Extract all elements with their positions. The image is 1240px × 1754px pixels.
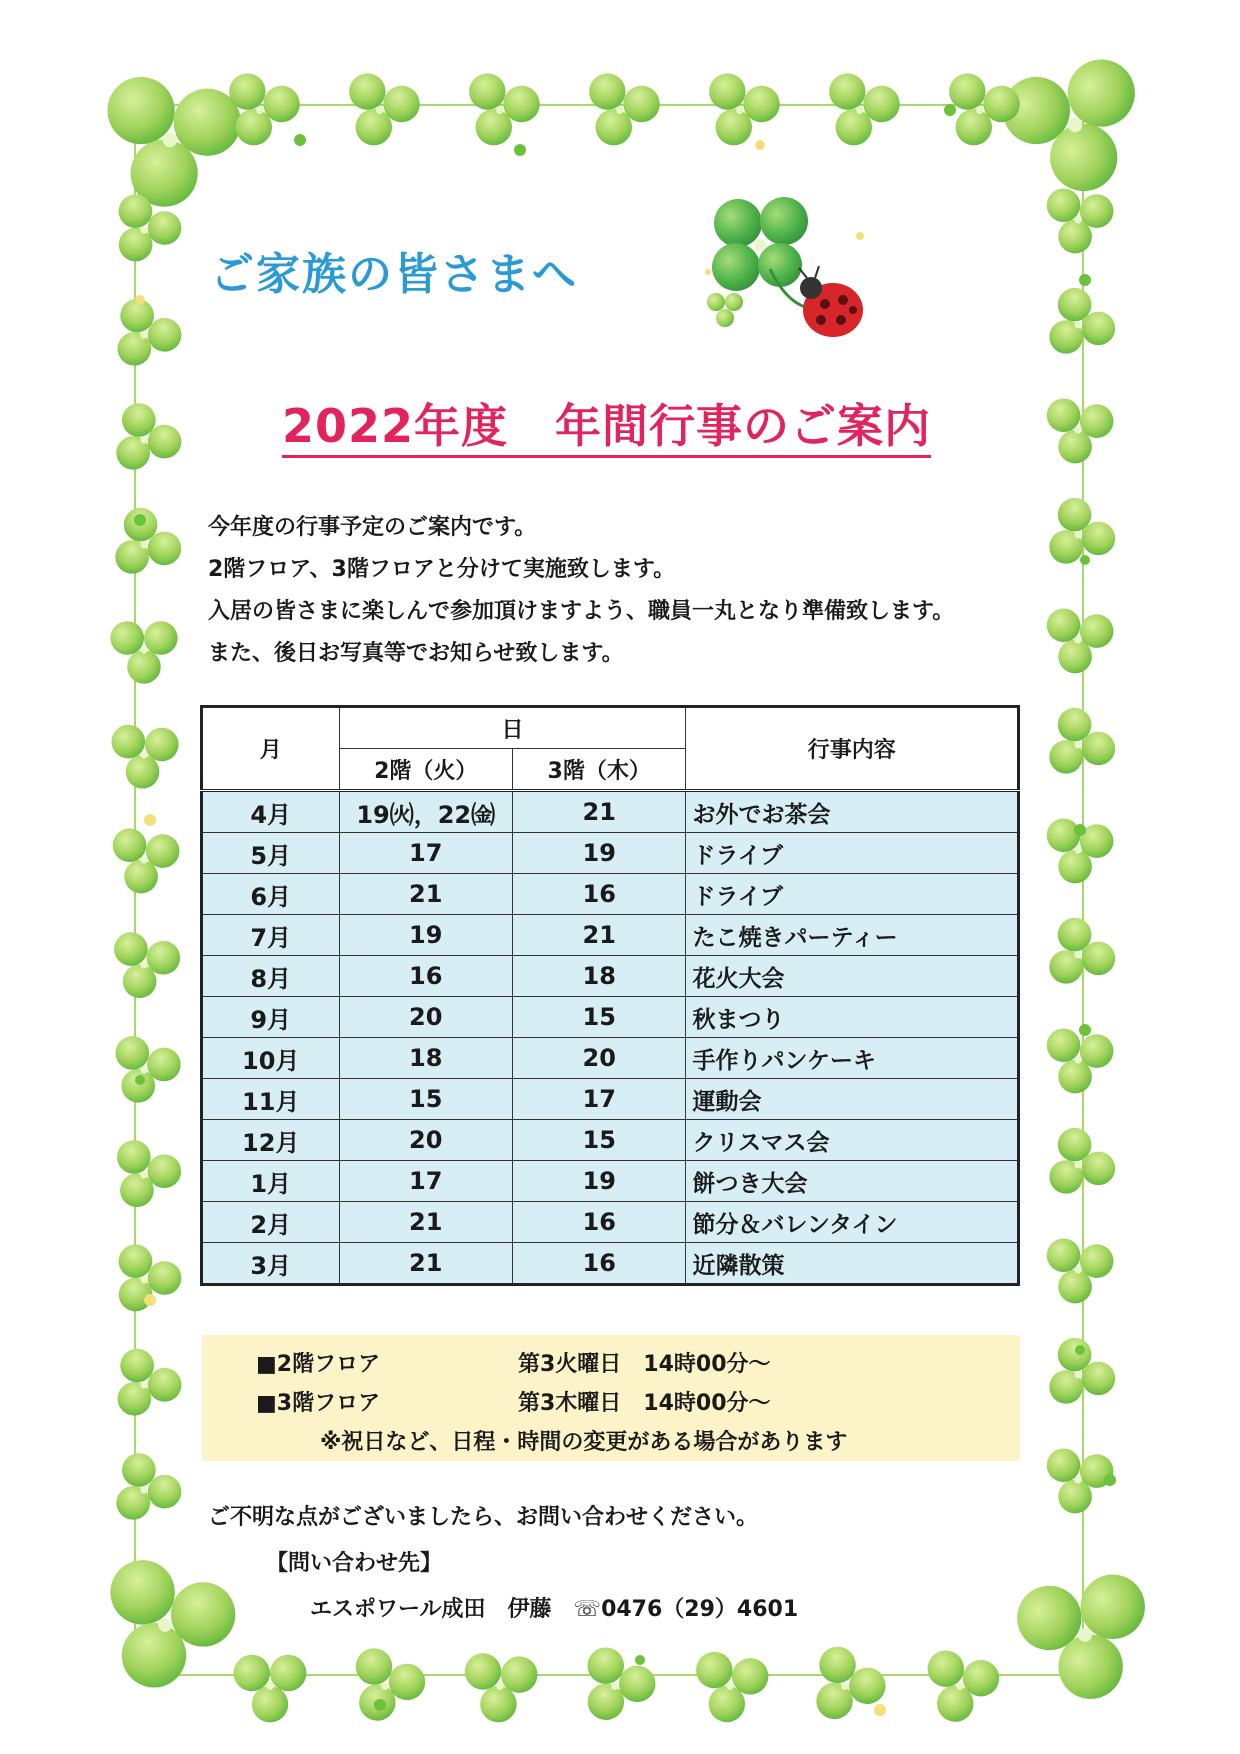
- table-row: [202, 1202, 1019, 1243]
- cell-floor3: 21: [512, 915, 685, 956]
- cell-month: 3月: [202, 1243, 340, 1285]
- small-clover-icon: [707, 293, 743, 327]
- floor3-time: 第3木曜日 14時00分～: [518, 1391, 771, 1416]
- cell-floor3: 19: [512, 833, 685, 874]
- clover-icon: [688, 1649, 771, 1728]
- floor2-time: 第3火曜日 14時00分～: [518, 1352, 771, 1377]
- dot: [1074, 824, 1086, 836]
- cell-event: たこ焼きパーティー: [686, 915, 1019, 956]
- cell-event: 秋まつり: [686, 997, 1019, 1038]
- table-row: [202, 833, 1019, 874]
- dot: [135, 295, 145, 305]
- schedule-caveat: ※祝日など、日程・時間の変更がある場合があります: [320, 1430, 848, 1455]
- cell-event: ドライブ: [686, 874, 1019, 915]
- clover-icon: [333, 68, 425, 156]
- four-leaf-clover-icon: [712, 197, 808, 307]
- clover-icon: [573, 68, 665, 156]
- clover-icon: [461, 1652, 539, 1726]
- dot: [1079, 274, 1091, 286]
- clover-icon: [1030, 281, 1122, 373]
- clover-icon: [453, 68, 545, 156]
- clover-icon: [110, 621, 177, 683]
- clover-icon: [1030, 1121, 1122, 1213]
- table-row: [202, 1120, 1019, 1161]
- intro-line: 入居の皆さまに楽しんで参加頂けますよう、職員一丸となり準備致します。: [208, 599, 955, 624]
- clover-icon: [97, 1446, 189, 1537]
- dot: [514, 144, 526, 156]
- cell-event: ドライブ: [686, 833, 1019, 874]
- cell-month: 9月: [202, 997, 340, 1038]
- intro-line: 2階フロア、3階フロアと分けて実施致します。: [208, 557, 676, 582]
- cell-floor3: 18: [512, 956, 685, 997]
- table-row: [202, 997, 1019, 1038]
- cell-floor2: 17: [339, 833, 512, 874]
- table-row: [202, 874, 1019, 915]
- dot: [134, 514, 146, 526]
- cell-floor3: 20: [512, 1038, 685, 1079]
- cell-month: 7月: [202, 915, 340, 956]
- table-row: [202, 1161, 1019, 1202]
- contact-info: [208, 1495, 798, 1633]
- clover-icon: [915, 1646, 1003, 1730]
- cell-month: 6月: [202, 874, 340, 915]
- clover-icon: [813, 68, 905, 156]
- clover-icon: [92, 72, 246, 218]
- cell-event: 手作りパンケーキ: [686, 1038, 1019, 1079]
- cell-floor2: 20: [339, 997, 512, 1038]
- dot: [1104, 1474, 1116, 1486]
- dot: [1079, 1024, 1091, 1036]
- dot: [144, 1294, 156, 1306]
- cell-floor2: 19㈫，22㈮: [339, 791, 512, 833]
- table-row: [202, 915, 1019, 956]
- clover-icon: [794, 1640, 892, 1737]
- cell-month: 2月: [202, 1202, 340, 1243]
- page-title: 2022年度 年間行事のご案内: [282, 400, 931, 458]
- cell-floor2: 18: [339, 1038, 512, 1079]
- schedule-notes: [202, 1335, 1020, 1461]
- ladybug-icon: [799, 266, 863, 337]
- dot: [144, 814, 156, 826]
- clover-icon: [98, 1238, 187, 1326]
- clover-icon: [693, 68, 785, 156]
- clover-icon: [1039, 186, 1116, 259]
- cell-floor3: 19: [512, 1161, 685, 1202]
- cell-floor2: 21: [339, 1243, 512, 1285]
- header-event: 行事内容: [686, 707, 1019, 791]
- cell-floor2: 20: [339, 1120, 512, 1161]
- cell-floor2: 16: [339, 956, 512, 997]
- cell-month: 1月: [202, 1161, 340, 1202]
- cell-floor2: 19: [339, 915, 512, 956]
- clover-icon: [1030, 1331, 1122, 1423]
- cell-floor3: 15: [512, 997, 685, 1038]
- clover-icon: [1012, 1569, 1160, 1709]
- header-month: 月: [202, 707, 340, 791]
- dot: [635, 1655, 645, 1665]
- cell-event: 近隣散策: [686, 1243, 1019, 1285]
- table-row: [202, 1243, 1019, 1285]
- table-row: [202, 956, 1019, 997]
- dot: [1075, 1345, 1085, 1355]
- header-floor3: 3階（木）: [512, 749, 685, 791]
- intro-line: また、後日お写真等でお知らせ致します。: [208, 641, 624, 666]
- cell-month: 12月: [202, 1120, 340, 1161]
- cell-event: クリスマス会: [686, 1120, 1019, 1161]
- floor3-label: ■3階フロア: [256, 1391, 381, 1416]
- cell-floor2: 17: [339, 1161, 512, 1202]
- cell-event: お外でお茶会: [686, 791, 1019, 833]
- dot: [135, 1075, 145, 1085]
- cell-floor2: 21: [339, 1202, 512, 1243]
- header-day: 日: [339, 707, 686, 749]
- cell-floor3: 16: [512, 1202, 685, 1243]
- cell-floor3: 16: [512, 1243, 685, 1285]
- clover-icon: [1039, 1026, 1116, 1099]
- cell-event: 餅つき大会: [686, 1161, 1019, 1202]
- cell-floor2: 15: [339, 1079, 512, 1120]
- clover-icon: [97, 396, 189, 487]
- clover-icon: [234, 1655, 307, 1723]
- cell-floor3: 17: [512, 1079, 685, 1120]
- floor2-label: ■2階フロア: [256, 1352, 381, 1377]
- clover-icon: [99, 1135, 186, 1220]
- dot: [874, 1704, 886, 1716]
- clover-icon: [1030, 911, 1122, 1003]
- header-floor2: 2階（火）: [339, 749, 512, 791]
- clover-icon: [565, 1641, 662, 1736]
- contact-details: エスポワール成田 伊藤 ☏0476（29）4601: [310, 1597, 799, 1622]
- clover-icon: [1039, 396, 1116, 469]
- dot: [755, 140, 765, 150]
- clover-icon: [995, 52, 1157, 207]
- table-row: [202, 1079, 1019, 1120]
- cell-month: 10月: [202, 1038, 340, 1079]
- clover-icon: [103, 928, 184, 1006]
- clover-icon: [105, 826, 182, 899]
- cell-floor3: 16: [512, 874, 685, 915]
- intro-line: 今年度の行事予定のご案内です。: [208, 515, 537, 540]
- cell-month: 11月: [202, 1079, 340, 1120]
- cell-floor3: 21: [512, 791, 685, 833]
- cell-event: 運動会: [686, 1079, 1019, 1120]
- cell-event: 節分＆バレンタイン: [686, 1202, 1019, 1243]
- clover-icon: [1039, 1236, 1116, 1309]
- greeting-heading: ご家族の皆さまへ: [210, 249, 578, 300]
- clover-icon: [108, 723, 180, 791]
- clover-icon: [337, 1642, 432, 1734]
- clover-icon: [97, 292, 188, 382]
- cell-event: 花火大会: [686, 956, 1019, 997]
- cell-month: 8月: [202, 956, 340, 997]
- cell-month: 5月: [202, 833, 340, 874]
- intro-text: [208, 507, 1088, 675]
- table-row: [202, 791, 1019, 833]
- clover-icon: [1030, 701, 1122, 793]
- contact-heading: 【問い合わせ先】: [266, 1551, 443, 1576]
- dot: [944, 104, 956, 116]
- cell-floor2: 21: [339, 874, 512, 915]
- dot: [294, 134, 306, 146]
- cell-month: 4月: [202, 791, 340, 833]
- clover-icon: [97, 1342, 188, 1432]
- event-schedule-table: [200, 705, 1020, 1286]
- cell-floor3: 15: [512, 1120, 685, 1161]
- table-row: [202, 1038, 1019, 1079]
- contact-message: ご不明な点がございましたら、お問い合わせください。: [208, 1505, 759, 1530]
- clover-icon: [101, 1031, 185, 1113]
- dot: [374, 1699, 386, 1711]
